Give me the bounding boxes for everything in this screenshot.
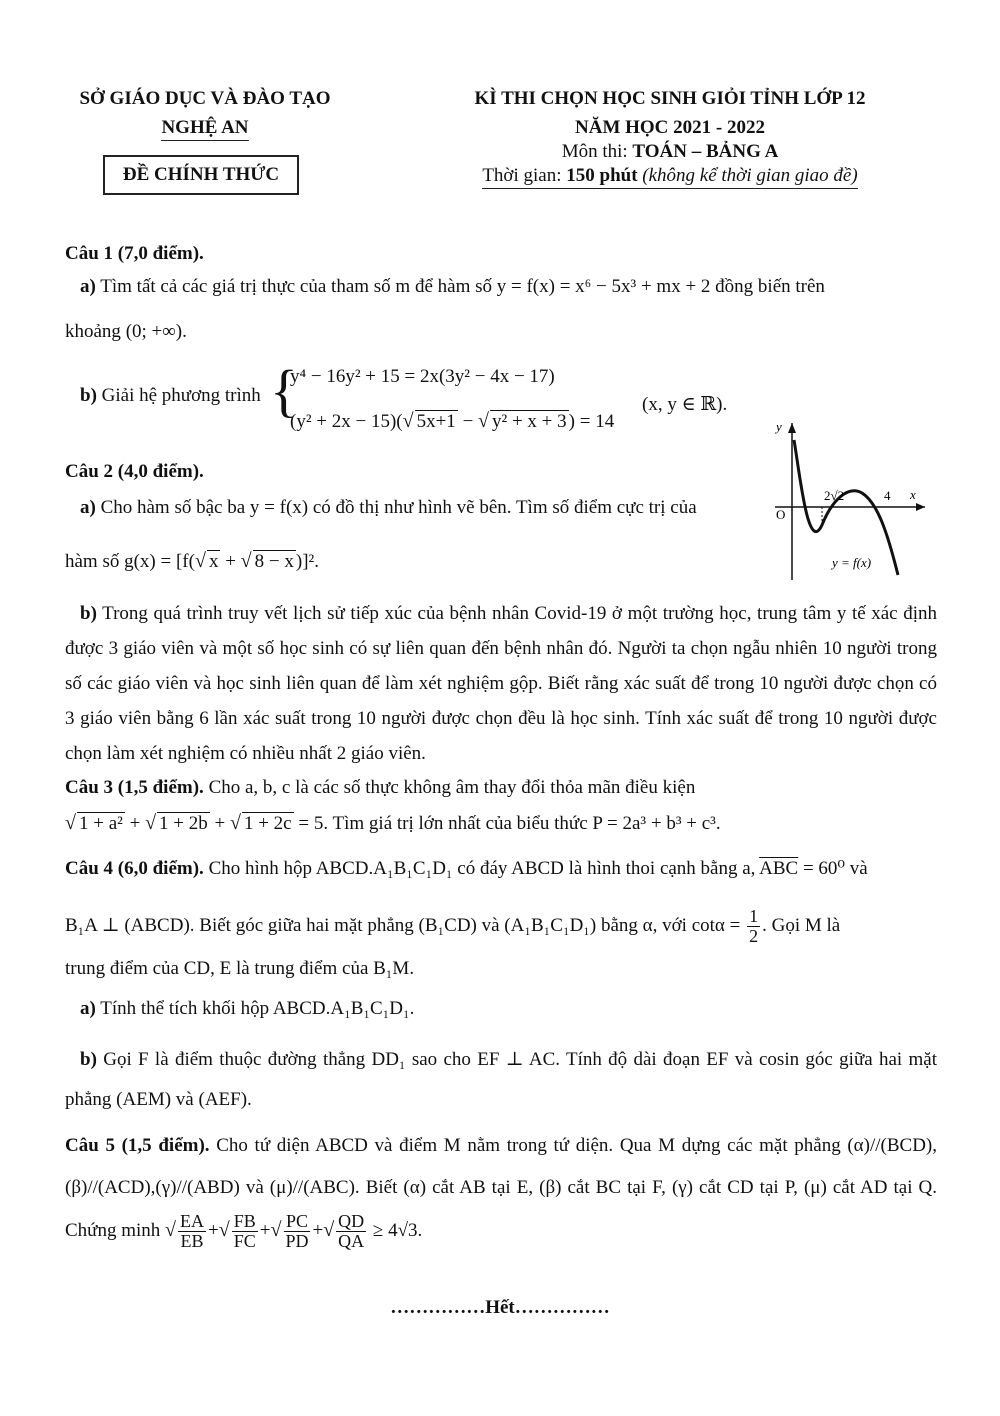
tick-2sqrt2: 2√2 — [824, 488, 845, 503]
cubic-graph — [770, 415, 930, 585]
q4a: a) Tính thể tích khối hộp ABCD.A₁B₁C₁D₁. — [80, 998, 415, 1019]
q1-title: Câu 1 (7,0 điểm). — [65, 243, 204, 264]
dept-line2: NGHỆ AN — [40, 117, 370, 141]
origin-label: O — [776, 507, 786, 522]
curve-label: y = f(x) — [832, 555, 872, 570]
q1b-eq2: (y² + 2x − 15)(√ 5x+1 − √ y² + x + 3 ) = 14 — [290, 410, 615, 432]
q2b: b) Trong quá trình truy vết lịch sử tiếp xúc của bệnh nhân Covid-19 ở một trường học, trung tâm y tế xác định được 3 giáo viên và một số học sinh có sự liên quan đến bệnh nhân đó. Người ta chọn ngẫu nhiên 10 người trong số các giáo viên và học sinh liên quan để làm xét nghiệm gộp. Biết rằng xác suất để trong 10 người được chọn có 3 giáo viên bằng 6 lần xác suất trong 10 người được chọn đều là học sinh. Tính xác suất để trong 10 người được chọn làm xét nghiệm có nhiều nhất 2 giáo viên. — [65, 603, 937, 764]
q4-line3: trung điểm của CD, E là trung điểm của B₁M. — [65, 958, 415, 979]
q5-inequality: √ $\frac{EA}{EB}$ +√ $\frac{FB}{FC}$ +√ $\frac{PC}{PD}$ +√ $\frac{QD}{QA}$ ≥ 4√3. — [165, 1211, 423, 1252]
time-line: Thời gian: 150 phút (không kể thời gian giao đề) — [430, 165, 910, 189]
y-axis-arrow — [788, 423, 796, 433]
end-marker: ……………Hết…………… — [390, 1297, 610, 1318]
official-stamp: ĐỀ CHÍNH THỨC — [103, 155, 299, 195]
q2-title: Câu 2 (4,0 điểm). — [65, 461, 204, 482]
school-year: NĂM HỌC 2021 - 2022 — [575, 117, 765, 138]
exam-title: KÌ THI CHỌN HỌC SINH GIỎI TỈNH LỚP 12 — [474, 88, 866, 109]
x-axis-label: x — [910, 487, 916, 502]
subject-line: Môn thi: TOÁN – BẢNG A — [561, 141, 779, 162]
q4b: b) Gọi F là điểm thuộc đường thẳng DD₁ sao cho EF ⊥ AC. Tính độ dài đoạn EF và cosin góc giữa hai mặt phẳng (AEM) và (AEF). — [65, 1049, 938, 1110]
dept-line1: SỞ GIÁO DỤC VÀ ĐÀO TẠO — [79, 88, 331, 109]
q1a-cont: khoảng (0; +∞). — [65, 321, 187, 342]
q2a-formula: hàm số g(x) = [f(√ x + √ 8 − x )]². — [65, 550, 319, 572]
q3: Câu 3 (1,5 điểm). Cho a, b, c là các số thực không âm thay đổi thỏa mãn điều kiện — [65, 777, 696, 798]
system-brace: { — [270, 358, 298, 423]
q1b-eq1: y⁴ − 16y² + 15 = 2x(3y² − 4x − 17) — [290, 366, 555, 387]
q4-line1: Câu 4 (6,0 điểm). Cho hình hộp ABCD.A₁B₁C₁D₁ có đáy ABCD là hình thoi cạnh bằng a, $\overline{ABC} = 60^0$ và — [65, 858, 868, 879]
tick-4: 4 — [884, 488, 891, 503]
q3-condition: √ 1 + a² + √ 1 + 2b + √ 1 + 2c = 5. Tìm giá trị lớn nhất của biểu thức P = 2a³ + b³ + c³. — [65, 812, 721, 834]
y-axis-label: y — [776, 419, 782, 434]
q4-line2: B₁A ⊥ (ABCD). Biết góc giữa hai mặt phẳng (B₁CD) và (A₁B₁C₁D₁) bằng α, với cotα = $\frac{1}{2}$ . Gọi M là — [65, 906, 841, 946]
q5: Câu 5 (1,5 điểm). Cho tứ diện ABCD và điểm M nằm trong tứ diện. Qua M dựng các mặt phẳng (α)//(BCD),(β)//(ACD),(γ)//(ABD) và (μ)//(ABC). Biết (α) cắt AB tại E, (β) cắt BC tại F, (γ) cắt CD tại P, (μ) cắt AD tại Q. Chứng minh √ $\frac{EA}{EB}$ +√ $\frac{FB}{FC}$ +√ $\frac{PC}{PD}$ +√ $\frac{QD}{QA}$ ≥ 4√3. — [65, 1135, 937, 1252]
q1b-domain: (x, y ∈ ℝ). — [642, 394, 728, 415]
q1a: a) Tìm tất cả các giá trị thực của tham số m để hàm số y = f(x) = x⁶ − 5x³ + mx + 2 đồng biến trên — [80, 276, 825, 297]
x-axis-arrow — [916, 503, 925, 511]
q2a: a) Cho hàm số bậc ba y = f(x) có đồ thị như hình vẽ bên. Tìm số điểm cực trị của — [80, 497, 697, 518]
q1b-label: b) Giải hệ phương trình — [80, 385, 261, 406]
